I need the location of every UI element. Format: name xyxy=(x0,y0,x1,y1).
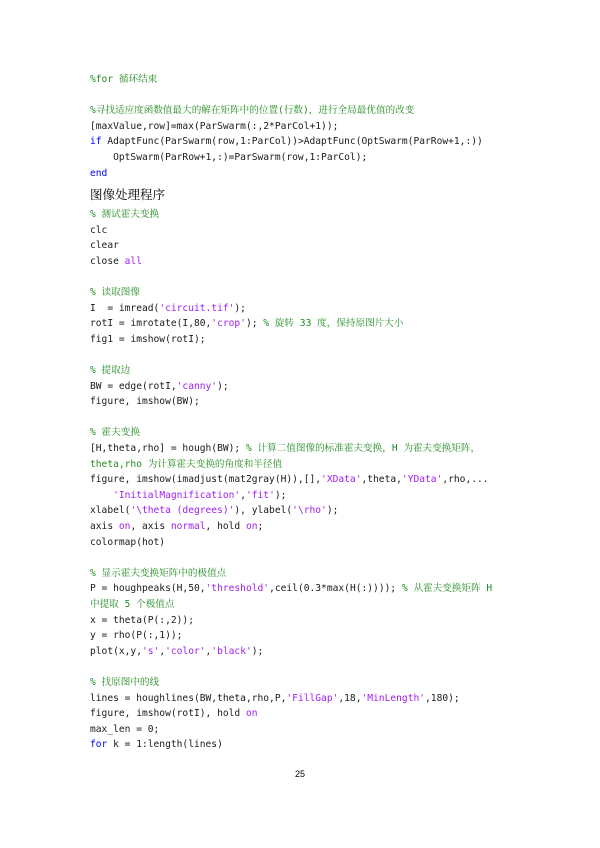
comment-line: % 霍夫变换 xyxy=(90,427,140,439)
inline-comment: % 旋转 33 度，保持原图片大小 xyxy=(263,318,404,330)
code-text: ); xyxy=(217,380,229,392)
keyword-line: end xyxy=(90,167,108,179)
keyword: for xyxy=(90,739,108,751)
code-text: , xyxy=(159,645,166,657)
code-text: axis xyxy=(90,521,119,533)
code-text: ,rho,... xyxy=(442,474,489,486)
code-text: plot(x,y, xyxy=(90,645,142,657)
code-text: , hold xyxy=(205,521,246,533)
string-literal: 'black' xyxy=(211,645,252,657)
code-line: figure, imshow(BW); xyxy=(90,396,200,408)
code-text: ,180); xyxy=(425,692,460,704)
code-text: ; xyxy=(257,521,264,533)
comment-line: theta,rho 为计算霍夫变换的角度和半径值 xyxy=(90,458,283,470)
inline-comment: % 从霍夫变换矩阵 H xyxy=(401,583,493,595)
code-line xyxy=(90,134,590,150)
comment-line: % 找原图中的线 xyxy=(90,676,160,688)
inline-comment: % 计算二值图像的标准霍夫变换，H 为霍夫变换矩阵， xyxy=(245,443,481,455)
code-line: OptSwarm(ParRow+1,:)=ParSwarm(row,1:ParCol); xyxy=(90,151,368,163)
string-literal: 'circuit.tif' xyxy=(159,302,235,314)
code-text: BW = edge(rotI, xyxy=(90,380,177,392)
code-text: figure, imshow(rotI), hold xyxy=(90,708,246,720)
code-line: clear xyxy=(90,240,119,252)
code-line xyxy=(90,254,590,270)
code-line: [maxValue,row]=max(ParSwarm(:,2*ParCol+1)); xyxy=(90,120,339,132)
code-text: , xyxy=(205,645,212,657)
code-line: colormap(hot) xyxy=(90,536,166,548)
string-literal: '\theta (degrees)' xyxy=(130,505,235,517)
code-text: k = 1:length(lines) xyxy=(107,739,223,751)
string-literal: '\rho' xyxy=(292,505,327,517)
code-line xyxy=(90,379,590,395)
page-number: 25 xyxy=(294,769,305,779)
string-literal: 'canny' xyxy=(176,380,218,392)
string-literal: 'YData' xyxy=(401,474,443,486)
code-text: ); xyxy=(245,318,264,330)
string-literal: 'MinLength' xyxy=(361,692,426,704)
code-text: ,theta, xyxy=(361,474,402,486)
code-text: close xyxy=(90,255,125,267)
code-line xyxy=(90,441,590,457)
comment-line: % 提取边 xyxy=(90,365,131,377)
string-literal: 'threshold' xyxy=(205,583,270,595)
string-literal: normal xyxy=(170,521,206,533)
code-line: clc xyxy=(90,224,108,236)
string-literal: on xyxy=(245,521,258,533)
code-line xyxy=(90,488,590,504)
code-line: max_len = 0; xyxy=(90,723,160,735)
code-line xyxy=(90,519,590,535)
code-text: AdaptFunc(ParSwarm(row,1:ParCol))>AdaptFunc(OptSwarm(ParRow+1,:)) xyxy=(101,136,483,148)
string-literal: 'XData' xyxy=(321,474,362,486)
code-text: ), ylabel( xyxy=(234,505,293,517)
comment-line: % 测试霍夫变换 xyxy=(90,209,160,221)
comment-line: 中提取 5 个极值点 xyxy=(90,599,175,610)
code-text: figure, imshow(imadjust(mat2gray(H)),[], xyxy=(90,474,322,486)
code-text: P = houghpeaks(H,50, xyxy=(90,583,206,595)
string-literal: on xyxy=(118,521,131,533)
code-text: I = imread( xyxy=(90,302,160,314)
code-text: ); xyxy=(274,489,287,501)
code-text: , axis xyxy=(130,521,171,533)
code-line xyxy=(90,316,590,332)
code-line xyxy=(90,472,590,488)
code-line xyxy=(90,581,590,597)
code-line xyxy=(90,691,590,707)
keyword: if xyxy=(90,136,102,148)
string-literal: all xyxy=(124,255,142,267)
string-literal: 'crop' xyxy=(211,318,246,330)
string-literal: 'FillGap' xyxy=(286,692,339,704)
comment-line: % 显示霍夫变换矩阵中的极值点 xyxy=(90,567,227,579)
comment-line: %for 循环结束 xyxy=(90,74,158,85)
string-literal: on xyxy=(245,708,258,720)
string-literal: 'InitialMagnification' xyxy=(113,489,241,501)
code-block xyxy=(90,72,590,753)
code-line xyxy=(90,706,590,722)
code-text: ); xyxy=(326,505,339,517)
code-line xyxy=(90,301,590,317)
code-text: [H,theta,rho] = hough(BW); xyxy=(90,443,246,455)
code-line xyxy=(90,503,590,519)
code-line: fig1 = imshow(rotI); xyxy=(90,333,206,345)
comment-line: %寻找适应度函数值最大的解在矩阵中的位置(行数)，进行全局最优值的改变 xyxy=(90,105,415,117)
code-text: ,ceil(0.3*max(H(:)))); xyxy=(269,583,402,595)
string-literal: 'fit' xyxy=(245,489,275,501)
code-line: y = rho(P(:,1)); xyxy=(90,630,183,642)
string-literal: 'color' xyxy=(165,645,206,657)
code-text: ,18, xyxy=(338,692,362,704)
code-text: rotI = imrotate(I,80, xyxy=(90,318,212,330)
code-text: ); xyxy=(251,645,264,657)
code-text xyxy=(90,490,113,501)
code-line xyxy=(90,644,590,660)
code-text: xlabel( xyxy=(90,505,131,517)
code-text: ); xyxy=(234,302,246,314)
code-line xyxy=(90,737,590,753)
comment-line: % 读取图像 xyxy=(90,287,140,299)
code-text: lines = houghlines(BW,theta,rho,P, xyxy=(90,692,287,704)
section-heading: 图像处理程序 xyxy=(90,187,166,203)
string-literal: 's' xyxy=(141,645,160,657)
code-text: , xyxy=(240,489,246,501)
code-line: x = theta(P(:,2)); xyxy=(90,614,194,626)
